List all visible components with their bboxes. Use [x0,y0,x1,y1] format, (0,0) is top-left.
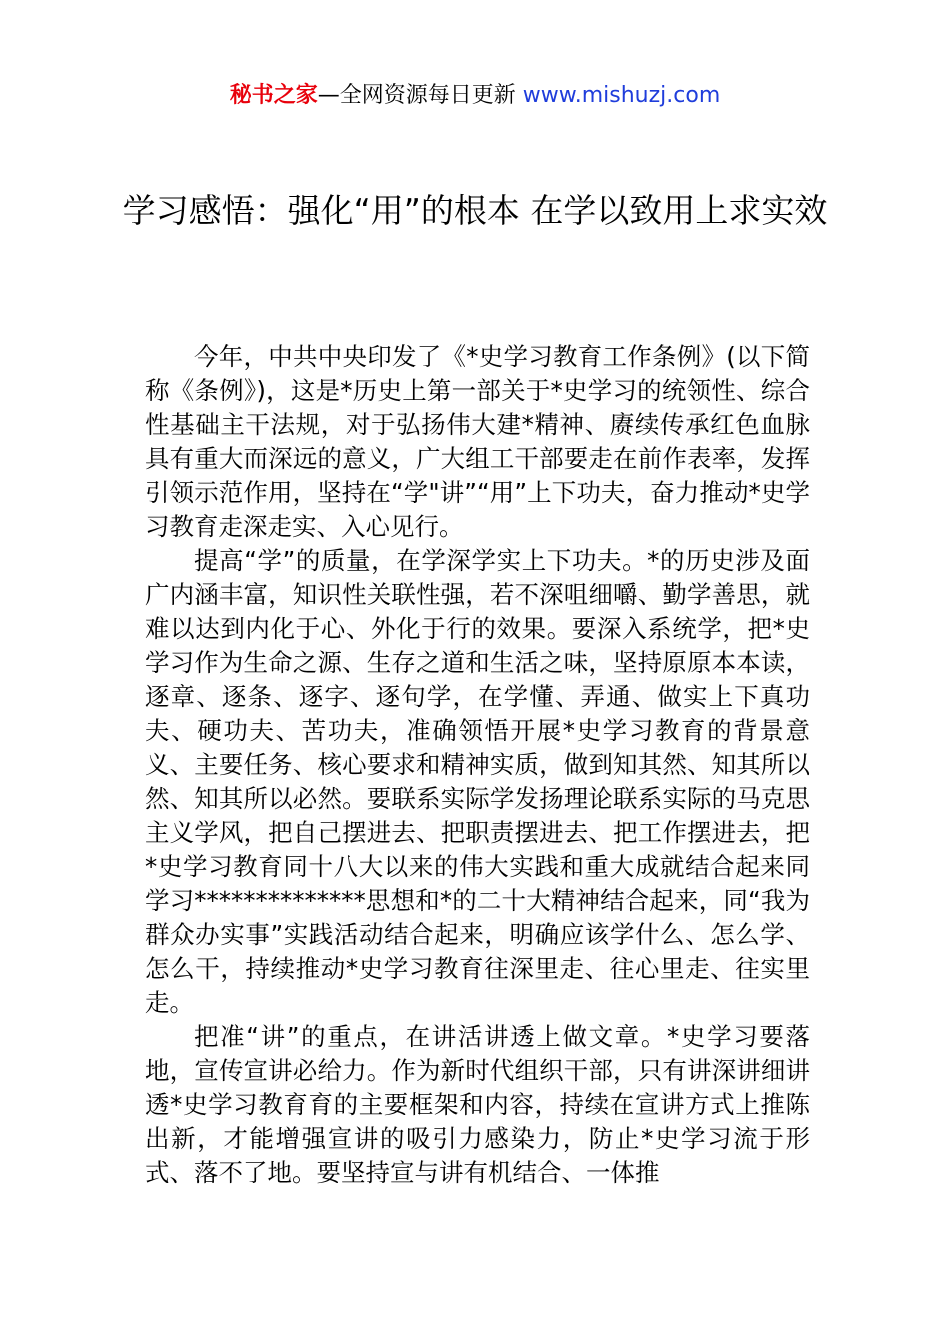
paragraph: 把准“讲”的重点，在讲活讲透上做文章。*史学习要落地，宣传宣讲必给力。作为新时代组织干部，只有讲深讲细讲透*史学习教育育的主要框架和内容，持续在宣讲方式上推陈出新，才能增强宣讲的吸引力感染力，防止*史学习流于形式、落不了地。要坚持宣与讲有机结合、一体推 [145,1022,810,1187]
document-title: 学习感悟：强化“用”的根本 在学以致用上求实效 [122,191,828,230]
site-url[interactable]: www.mishuzj.com [522,83,721,108]
brand-name: 秘书之家 [229,83,318,108]
header-tagline: —全网资源每日更新 [317,83,523,108]
site-header [0,80,950,112]
paragraph: 提高“学”的质量，在学深学实上下功夫。*的历史涉及面广内涵丰富，知识性关联性强，若不深咀细嚼、勤学善思，就难以达到内化于心、外化于行的效果。要深入系统学，把*史学习作为生命之源、生存之道和生活之味，坚持原原本本读，逐章、逐条、逐字、逐句学，在学懂、弄通、做实上下真功夫、硬功夫、苦功夫，准确领悟开展*史学习教育的背景意义、主要任务、核心要求和精神实质，做到知其然、知其所以然、知其所以必然。要联系实际学发扬理论联系实际的马克思主义学风，把自己摆进去、把职责摆进去、把工作摆进去，把*史学习教育同十八大以来的伟大实践和重大成就结合起来同学习**************思想和*的二十大精神结合起来，同“我为群众办实事”实践活动结合起来，明确应该学什么、怎么学、怎么干，持续推动*史学习教育往深里走、往心里走、往实里走。 [145,546,810,1017]
paragraph: 今年，中共中央印发了《*史学习教育工作条例》(以下简称《条例》)，这是*历史上第一部关于*史学习的统领性、综合性基础主干法规，对于弘扬伟大建*精神、赓续传承红色血脉具有重大而深远的意义，广大组工干部要走在前作表率，发挥引领示范作用，坚持在“学"讲”“用”上下功夫，奋力推动*史学习教育走深走实、入心见行。 [145,342,810,541]
document-body [145,340,810,1190]
